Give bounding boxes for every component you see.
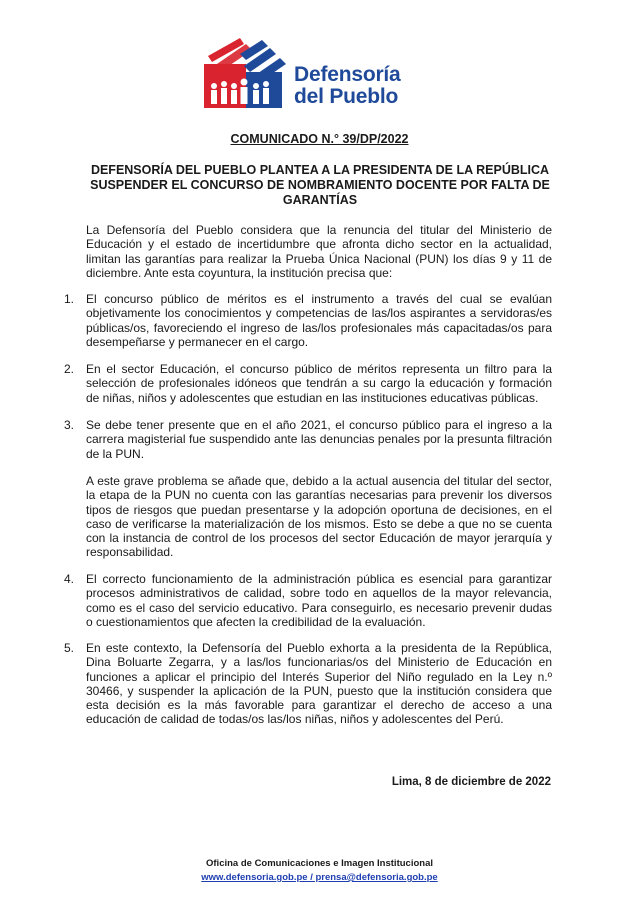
footer-office: Oficina de Comunicaciones e Imagen Institucional xyxy=(206,858,433,869)
item-number-5: 5. xyxy=(64,641,75,655)
defensoria-emblem-icon xyxy=(200,36,288,110)
document-date: Lima, 8 de diciembre de 2022 xyxy=(391,776,551,788)
item-text-4: El correcto funcionamiento de la administración pública es esencial para garantizar procesos administrativos de calidad, sobre todo en aquellos de la mayor relevancia, como es el caso del servicio educativo. Para conseguirlo, es necesario prevenir dudas o cuestionamientos que afecten la credibilidad de la evaluación. xyxy=(86,572,552,629)
item-continuation-paragraph: A este grave problema se añade que, debido a la actual ausencia del titular del sector, la etapa de la PUN no cuenta con las garantías necesarias para prevenir los diversos tipos de riesgos que puedan presentarse y la adopción oportuna de decisiones, en el caso de verificarse la materialización de los mismos. Esto se debe a que no se cuenta con la instancia de control de los procesos del sector Educación de mayor jerarquía y responsabilidad. xyxy=(86,474,552,560)
item-number-2: 2. xyxy=(64,362,75,376)
headline: DEFENSORÍA DEL PUEBLO PLANTEA A LA PRESIDENTA DE LA REPÚBLICA SUSPENDER EL CONCURSO DE NOMBRAMIENTO DOCENTE POR FALTA DE GARANTÍAS xyxy=(90,163,550,207)
item-number-4: 4. xyxy=(64,572,75,586)
item-text-1: El concurso público de méritos es el instrumento a través del cual se evalúan objetivamente los conocimientos y competencias de las/los aspirantes a servidoras/es públicas/os, favoreciendo el ingreso de las/los profesionales más capacitadas/os para desempeñarse y permanecer en el cargo. xyxy=(86,292,552,349)
logo-line-1: Defensoría xyxy=(294,63,401,86)
item-text-3: Se debe tener presente que en el año 2021, el concurso público para el ingreso a la carrera magisterial fue suspendido ante las denuncias penales por la presunta filtración de la PUN. xyxy=(86,418,552,461)
defensoria-logo xyxy=(200,36,420,116)
logo-line-2: del Pueblo xyxy=(294,85,399,108)
item-number-1: 1. xyxy=(64,292,75,306)
comunicado-number: COMUNICADO N.° 39/DP/2022 xyxy=(230,132,409,146)
item-text-2: En el sector Educación, el concurso público de méritos representa un filtro para la selección de profesionales idóneos que tendrán a su cargo la educación y formación de niñas, niños y adolescentes que estudian en las instituciones educativas públicas. xyxy=(86,362,552,405)
item-number-3: 3. xyxy=(64,418,75,432)
item-text-5: En este contexto, la Defensoría del Pueblo exhorta a la presidenta de la República, Dina Boluarte Zegarra, y a las/los funcionarias/os del Ministerio de Educación en funciones a aplicar el principio del Interés Superior del Niño regulado en la Ley n.º 30466, y suspender la aplicación de la PUN, puesto que la institución considera que esta decisión es la más favorable para garantizar el derecho de acceso a una educación de calidad de todas/os las/los niñas, niños y adolescentes del Perú. xyxy=(86,641,552,727)
intro-paragraph: La Defensoría del Pueblo considera que la renuncia del titular del Ministerio de Educación y el estado de incertidumbre que afronta dicho sector en la actualidad, limitan las garantías para realizar la Prueba Única Nacional (PUN) los días 9 y 11 de diciembre. Ante esta coyuntura, la institución precisa que: xyxy=(86,223,552,280)
footer-links[interactable]: www.defensoria.gob.pe / prensa@defensoria.gob.pe xyxy=(201,872,438,883)
logo-wordmark xyxy=(294,64,401,108)
